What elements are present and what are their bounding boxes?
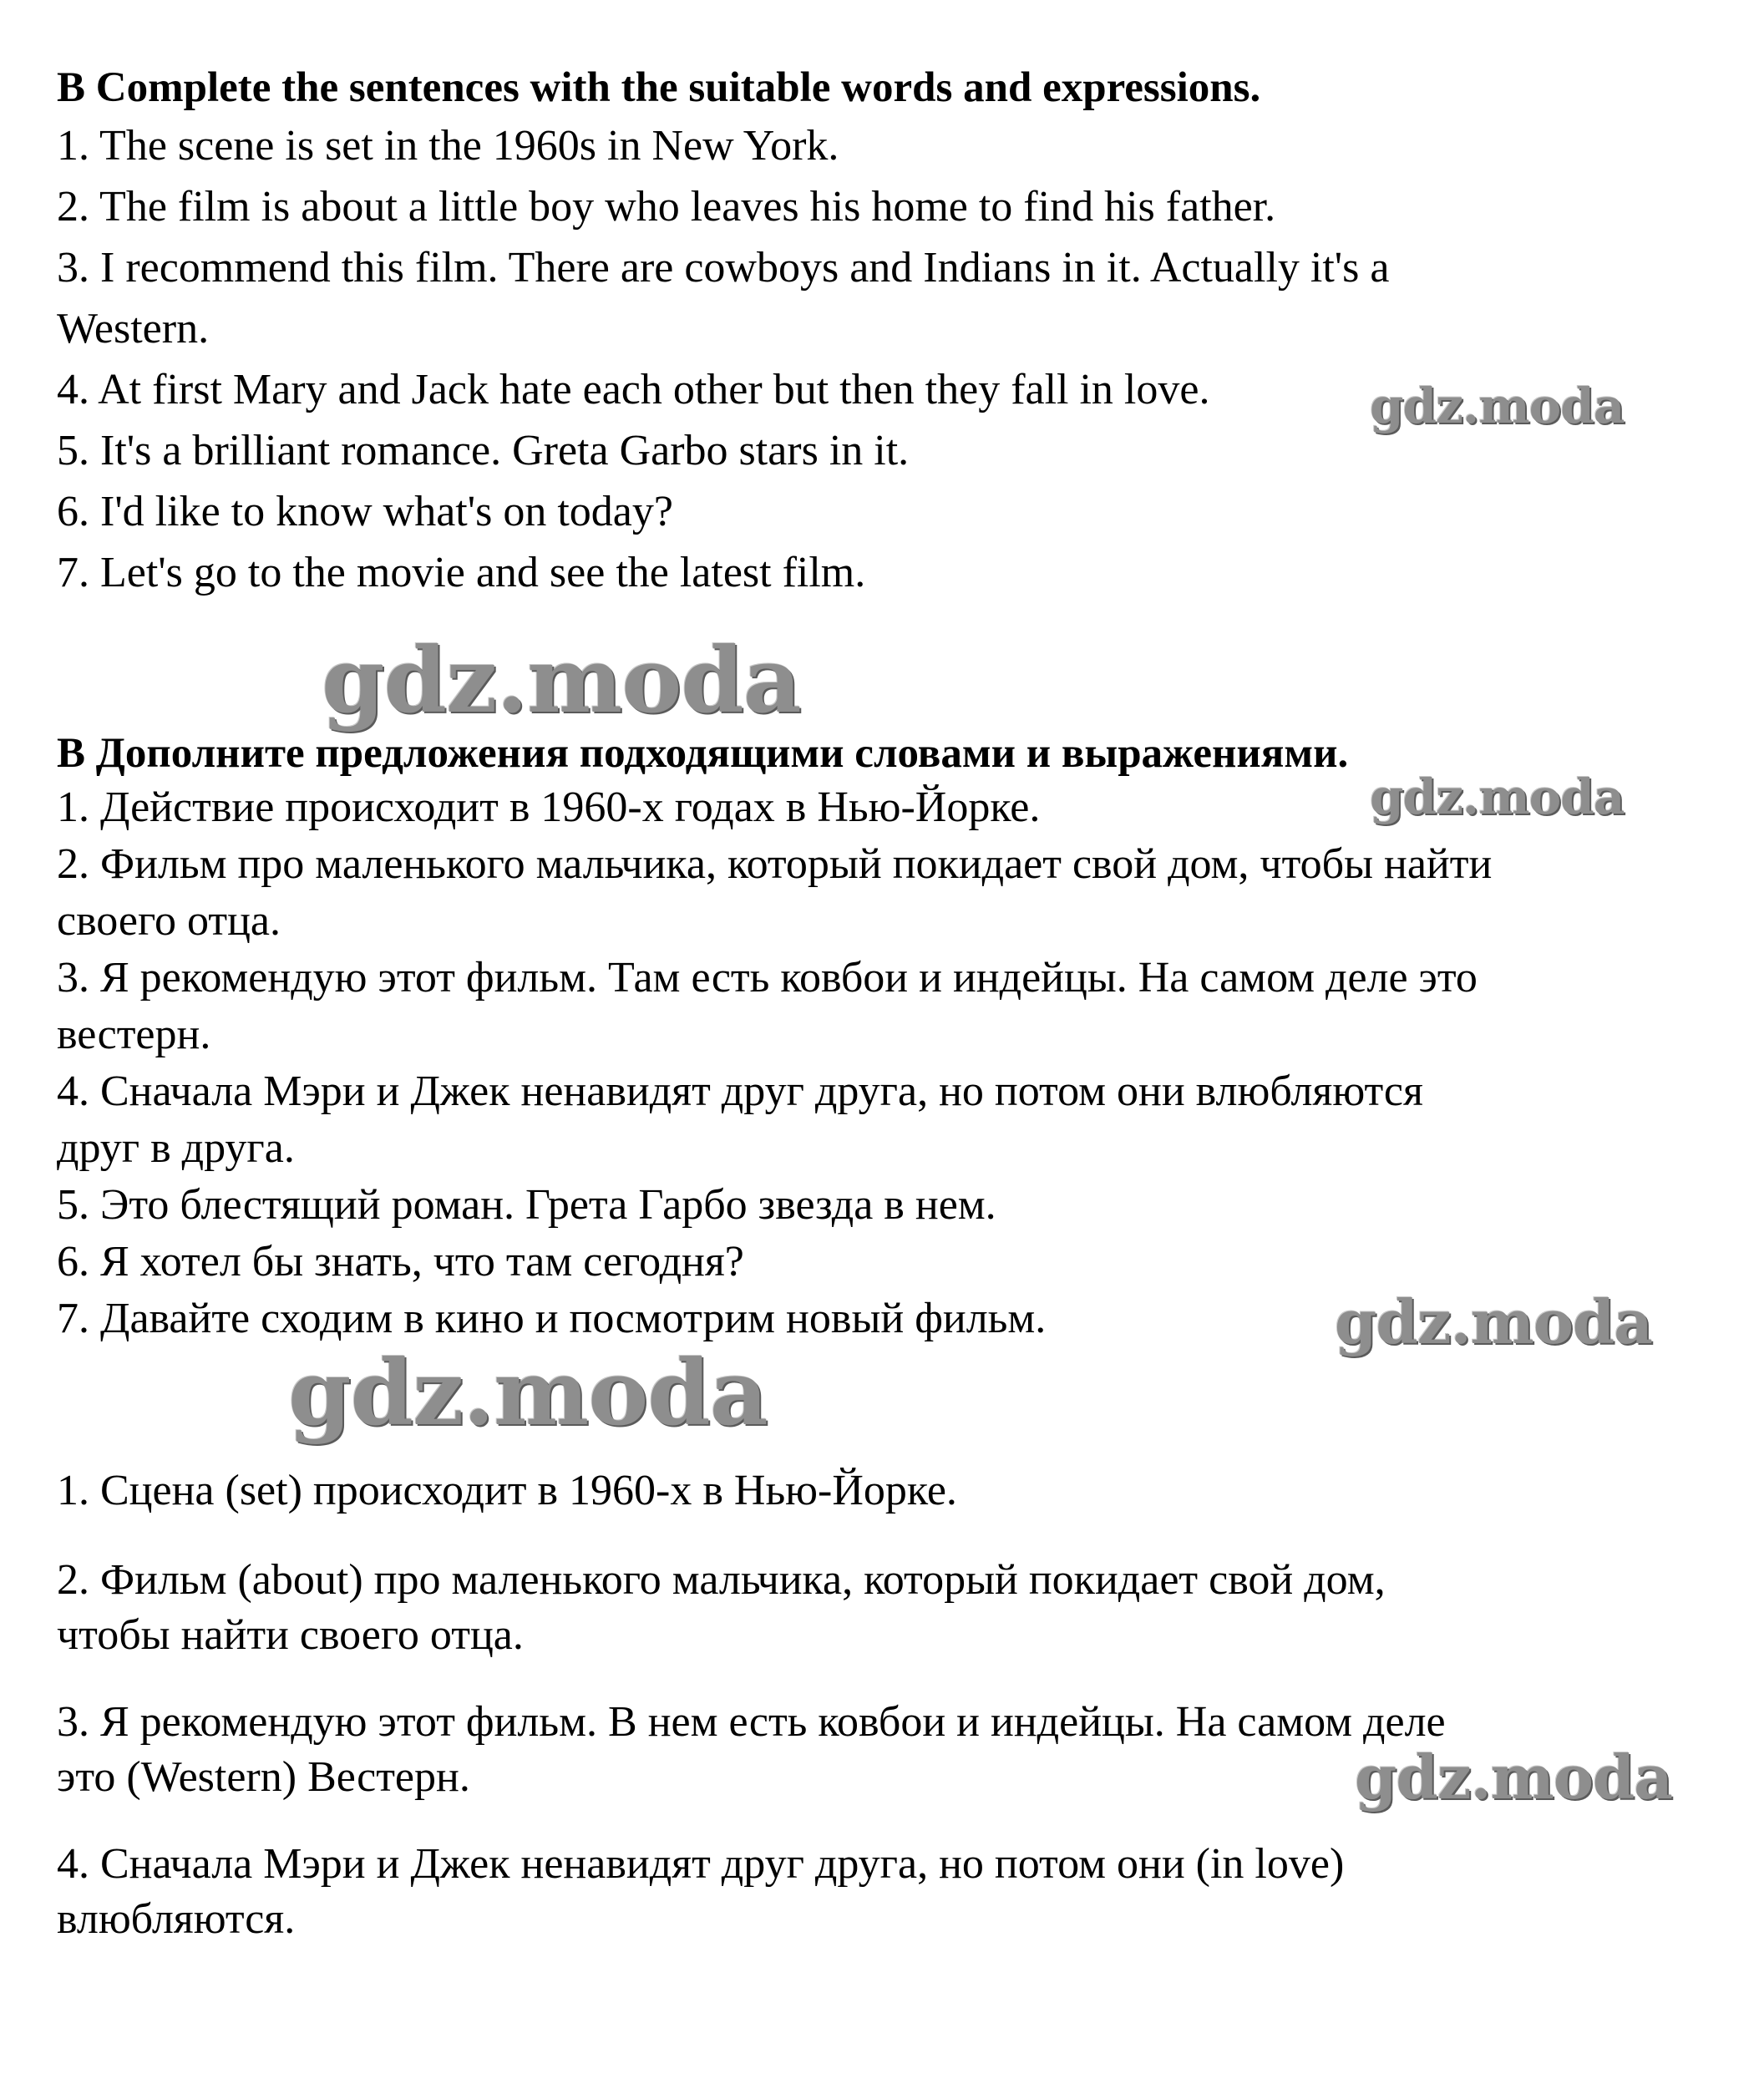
- english-line-4: 4. At first Mary and Jack hate each other but then they fall in love.: [57, 366, 1210, 413]
- russian-line-5: 5. Это блестящий роман. Грета Гарбо звезда в нем.: [57, 1181, 996, 1229]
- russian-line-1: 1. Действие происходит в 1960-х годах в Нью-Йорке.: [57, 783, 1041, 831]
- english-line-7: 7. Let's go to the movie and see the latest film.: [57, 549, 866, 596]
- notes-line-2-cont: чтобы найти своего отца.: [57, 1611, 524, 1659]
- russian-line-3: 3. Я рекомендую этот фильм. Там есть ковбои и индейцы. На самом деле это: [57, 954, 1478, 1002]
- watermark-logo: gdz.moda: [322, 628, 801, 733]
- watermark-logo: gdz.moda: [1335, 1286, 1652, 1357]
- watermark-logo: gdz.moda: [1355, 1742, 1672, 1813]
- russian-line-3-cont: вестерн.: [57, 1011, 211, 1058]
- english-line-3-cont: Western.: [57, 305, 210, 352]
- watermark-logo: gdz.moda: [1370, 768, 1625, 825]
- notes-line-1: 1. Сцена (set) происходит в 1960-х в Нью-Йорке.: [57, 1467, 957, 1514]
- watermark-logo: gdz.moda: [1370, 378, 1625, 434]
- russian-heading: B Дополните предложения подходящими словами и выражениями.: [57, 730, 1349, 777]
- russian-line-4-cont: друг в друга.: [57, 1124, 295, 1172]
- russian-line-2-cont: своего отца.: [57, 897, 281, 945]
- english-line-6: 6. I'd like to know what's on today?: [57, 488, 673, 535]
- russian-line-6: 6. Я хотел бы знать, что там сегодня?: [57, 1238, 744, 1285]
- russian-line-7: 7. Давайте сходим в кино и посмотрим новый фильм.: [57, 1295, 1047, 1342]
- notes-line-3: 3. Я рекомендую этот фильм. В нем есть ковбои и индейцы. На самом деле: [57, 1698, 1446, 1746]
- english-heading: B Complete the sentences with the suitable words and expressions.: [57, 64, 1261, 111]
- english-line-5: 5. It's a brilliant romance. Greta Garbo stars in it.: [57, 427, 910, 474]
- notes-line-4-cont: влюбляются.: [57, 1895, 296, 1943]
- watermark-logo: gdz.moda: [288, 1341, 768, 1446]
- english-line-3: 3. I recommend this film. There are cowboys and Indians in it. Actually it's a: [57, 244, 1390, 292]
- russian-line-2: 2. Фильм про маленького мальчика, который покидает свой дом, чтобы найти: [57, 840, 1493, 888]
- notes-line-4: 4. Сначала Мэри и Джек ненавидят друг друга, но потом они (in love): [57, 1840, 1345, 1888]
- english-line-1: 1. The scene is set in the 1960s in New York.: [57, 122, 839, 170]
- notes-line-2: 2. Фильм (about) про маленького мальчика, который покидает свой дом,: [57, 1556, 1386, 1604]
- russian-line-4: 4. Сначала Мэри и Джек ненавидят друг друга, но потом они влюбляются: [57, 1067, 1423, 1115]
- english-line-2: 2. The film is about a little boy who leaves his home to find his father.: [57, 183, 1276, 231]
- notes-line-3-cont: это (Western) Вестерн.: [57, 1753, 470, 1801]
